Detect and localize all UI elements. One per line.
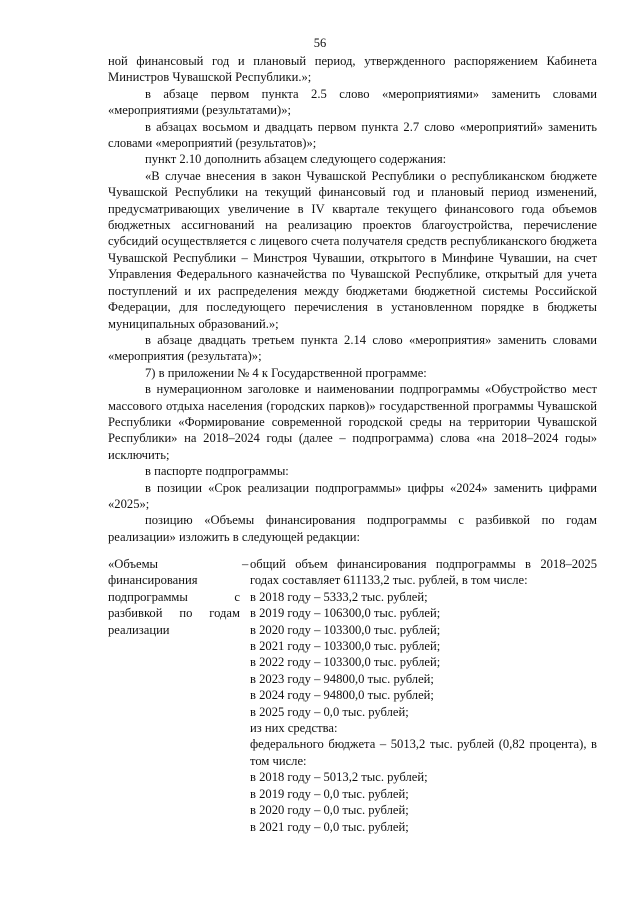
table-right-line: в 2022 году – 103300,0 тыс. рублей; — [250, 655, 441, 670]
table-right-line: в 2020 году – 0,0 тыс. рублей; — [250, 803, 409, 818]
paragraph: в абзаце двадцать третьем пункта 2.14 слово «мероприятия» заменить словами «мероприятия (результата)»; — [108, 332, 597, 364]
paragraph: в абзаце первом пункта 2.5 слово «мероприятиями» заменить словами «мероприятиями (результатами)»; — [108, 86, 597, 118]
main-text — [108, 53, 597, 545]
table-dash: – — [242, 557, 249, 571]
table-right-column — [250, 556, 597, 835]
paragraph: «В случае внесения в закон Чувашской Республики о республиканском бюджете Чувашской Республики на текущий финансовый год и плановый период изменений, предусматривающих увеличение в IV квартале текущего финансового года объемов бюджетных ассигнований на реализацию проектов благоустройства, перечисление субсидий осуществляется с лицевого счета получателя средств республиканского бюджета Чувашской Республики – Минстроя Чувашии, открытого в Минфине Чувашии, на счет Управления Федерального казначейства по Чувашской Республике, открытый для учета поступлений и их распределения между бюджетами бюджетной системы Российской Федерации, для последующего перечисления в установленном порядке в бюджеты муниципальных образований.»; — [108, 168, 597, 331]
paragraph: в паспорте подпрограммы: — [145, 464, 289, 479]
paragraph: 7) в приложении № 4 к Государственной программе: — [145, 365, 427, 380]
table-right-line: в 2018 году – 5333,2 тыс. рублей; — [250, 589, 428, 604]
table-right-line: в 2023 году – 94800,0 тыс. рублей; — [250, 671, 434, 686]
page-number: 56 — [313, 36, 327, 50]
paragraph: позицию «Объемы финансирования подпрограммы с разбивкой по годам реализации» изложить в следующей редакции: — [108, 513, 597, 544]
table-right-line: в 2021 году – 103300,0 тыс. рублей; — [250, 639, 441, 654]
paragraph: пункт 2.10 дополнить абзацем следующего содержания: — [145, 152, 447, 167]
table-right-line: общий объем финансирования подпрограммы в 2018–2025 годах составляет 611133,2 тыс. рублей, в том числе: — [250, 557, 597, 588]
table-right-line: в 2019 году – 0,0 тыс. рублей; — [250, 786, 409, 801]
paragraph: в нумерационном заголовке и наименовании подпрограммы «Обустройство мест массового отдыха населения (городских парков)» государственной программы Чувашской Республики «Формирование современной городской среды на территории Чувашской Республики» на 2018–2024 годы (далее – подпрограмма) слова «на 2018–2024 годы» исключить; — [108, 382, 597, 462]
table-right-line: в 2025 году – 0,0 тыс. рублей; — [250, 704, 409, 719]
table-right-line: из них средства: — [250, 721, 338, 736]
paragraph: в позиции «Срок реализации подпрограммы» цифры «2024» заменить цифрами «2025»; — [108, 480, 597, 511]
table-right-line: в 2020 году – 103300,0 тыс. рублей; — [250, 622, 441, 637]
table-right-line: в 2019 году – 106300,0 тыс. рублей; — [250, 606, 441, 621]
table-right-line: федерального бюджета – 5013,2 тыс. рублей (0,82 процента), в том числе: — [250, 737, 597, 768]
table-right-line: в 2018 году – 5013,2 тыс. рублей; — [250, 770, 428, 785]
paragraph: ной финансовый год и плановый период, утвержденного распоряжением Кабинета Министров Чувашской Республики.»; — [108, 54, 597, 85]
table-right-line: в 2024 году – 94800,0 тыс. рублей; — [250, 688, 434, 703]
table-left-label: «Объемы финансирования подпрограммы с разбивкой по годам реализации — [108, 557, 240, 637]
table-right-line: в 2021 году – 0,0 тыс. рублей; — [250, 819, 409, 834]
paragraph: в абзацах восьмом и двадцать первом пункта 2.7 слово «мероприятий» заменить словами «мероприятий (результатов)»; — [108, 119, 597, 151]
